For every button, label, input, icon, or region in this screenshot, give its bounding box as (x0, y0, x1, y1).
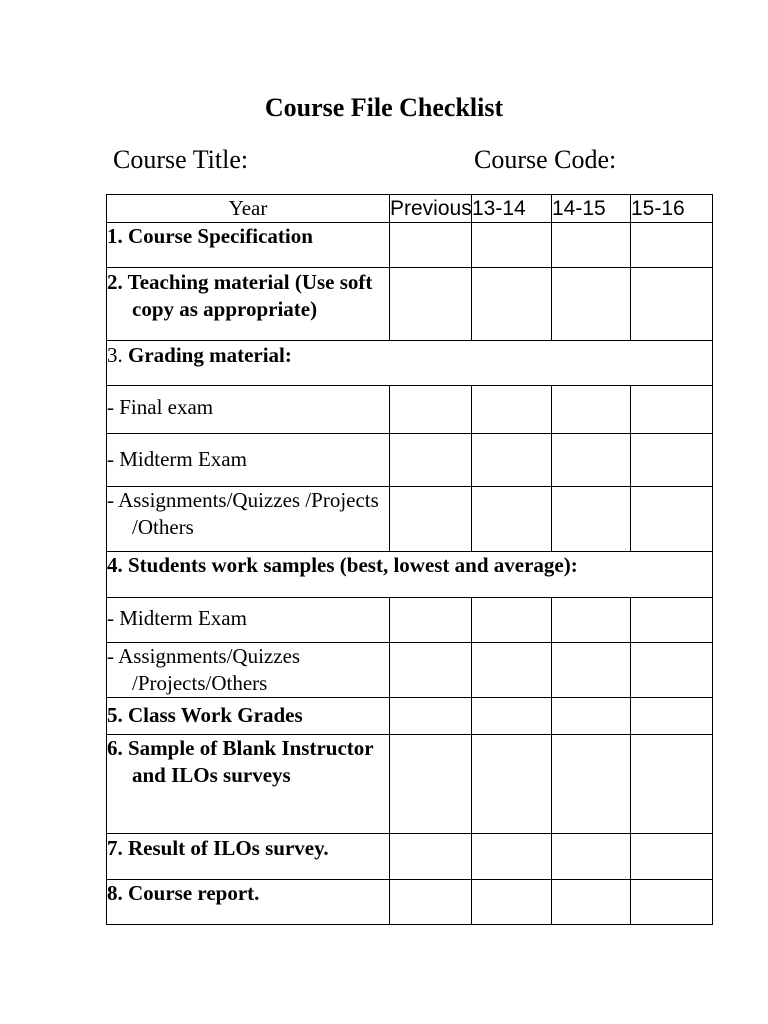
row-students-work-samples: 4. Students work samples (best, lowest and average): (107, 552, 713, 598)
check-cell[interactable] (390, 487, 472, 552)
check-cell[interactable] (472, 268, 552, 341)
check-cell[interactable] (552, 268, 631, 341)
table-row (107, 643, 713, 698)
check-cell[interactable] (390, 386, 472, 434)
check-cell[interactable] (390, 880, 472, 925)
check-cell[interactable] (390, 434, 472, 487)
section-row (107, 552, 713, 598)
table-row (107, 386, 713, 434)
row-grading-material (107, 341, 713, 386)
table-row (107, 598, 713, 643)
row-final-exam: - Final exam (107, 395, 214, 419)
check-cell[interactable] (390, 268, 472, 341)
check-cell[interactable] (552, 386, 631, 434)
check-cell[interactable] (552, 643, 631, 698)
row-midterm-exam: - Midterm Exam (107, 447, 247, 471)
check-cell[interactable] (631, 223, 713, 268)
check-cell[interactable] (472, 434, 552, 487)
table-row (107, 880, 713, 925)
check-cell[interactable] (631, 487, 713, 552)
table-row (107, 698, 713, 735)
table-row (107, 268, 713, 341)
header-previous: Previous (390, 195, 472, 223)
check-cell[interactable] (472, 834, 552, 880)
check-cell[interactable] (472, 487, 552, 552)
row-class-work-grades: 5. Class Work Grades (107, 698, 390, 735)
check-cell[interactable] (552, 434, 631, 487)
table-row (107, 434, 713, 487)
check-cell[interactable] (390, 735, 472, 834)
check-cell[interactable] (552, 487, 631, 552)
check-cell[interactable] (472, 880, 552, 925)
check-cell[interactable] (390, 643, 472, 698)
course-code-label: Course Code: (474, 145, 617, 174)
check-cell[interactable] (552, 698, 631, 735)
row-samples-assignments: - Assignments/Quizzes /Projects/Others (107, 644, 301, 695)
row-sample-surveys: 6. Sample of Blank Instructor and ILOs surveys (107, 736, 374, 787)
row-course-specification: 1. Course Specification (107, 223, 390, 268)
check-cell[interactable] (472, 735, 552, 834)
header-13-14: 13-14 (472, 195, 552, 223)
document-title: Course File Checklist (264, 93, 504, 122)
row-ilos-survey-result: 7. Result of ILOs survey. (107, 834, 390, 880)
check-cell[interactable] (631, 735, 713, 834)
table-row (107, 735, 713, 834)
row-grading-label: Grading material: (128, 343, 292, 367)
check-cell[interactable] (631, 434, 713, 487)
check-cell[interactable] (472, 643, 552, 698)
table-row (107, 223, 713, 268)
table-row (107, 834, 713, 880)
check-cell[interactable] (472, 386, 552, 434)
check-cell[interactable] (552, 834, 631, 880)
check-cell[interactable] (631, 880, 713, 925)
check-cell[interactable] (552, 735, 631, 834)
section-row (107, 341, 713, 386)
check-cell[interactable] (631, 598, 713, 643)
check-cell[interactable] (552, 223, 631, 268)
check-cell[interactable] (552, 880, 631, 925)
check-cell[interactable] (390, 223, 472, 268)
check-cell[interactable] (472, 698, 552, 735)
check-cell[interactable] (631, 834, 713, 880)
row-grading-number: 3. (107, 343, 128, 367)
check-cell[interactable] (390, 698, 472, 735)
check-cell[interactable] (390, 834, 472, 880)
check-cell[interactable] (631, 643, 713, 698)
check-cell[interactable] (631, 268, 713, 341)
header-row (107, 195, 713, 223)
check-cell[interactable] (472, 598, 552, 643)
row-assignments: - Assignments/Quizzes /Projects /Others (107, 488, 379, 539)
check-cell[interactable] (472, 223, 552, 268)
check-cell[interactable] (552, 598, 631, 643)
row-course-report: 8. Course report. (107, 880, 390, 925)
check-cell[interactable] (390, 598, 472, 643)
check-cell[interactable] (631, 698, 713, 735)
header-14-15: 14-15 (552, 195, 631, 223)
table-row (107, 487, 713, 552)
header-year: Year (107, 195, 390, 223)
checklist-table (106, 194, 713, 925)
row-samples-midterm-exam: - Midterm Exam (107, 606, 247, 630)
header-15-16: 15-16 (631, 195, 713, 223)
check-cell[interactable] (631, 386, 713, 434)
course-title-label: Course Title: (113, 145, 249, 174)
row-teaching-material: 2. Teaching material (Use soft copy as appropriate) (107, 270, 373, 321)
